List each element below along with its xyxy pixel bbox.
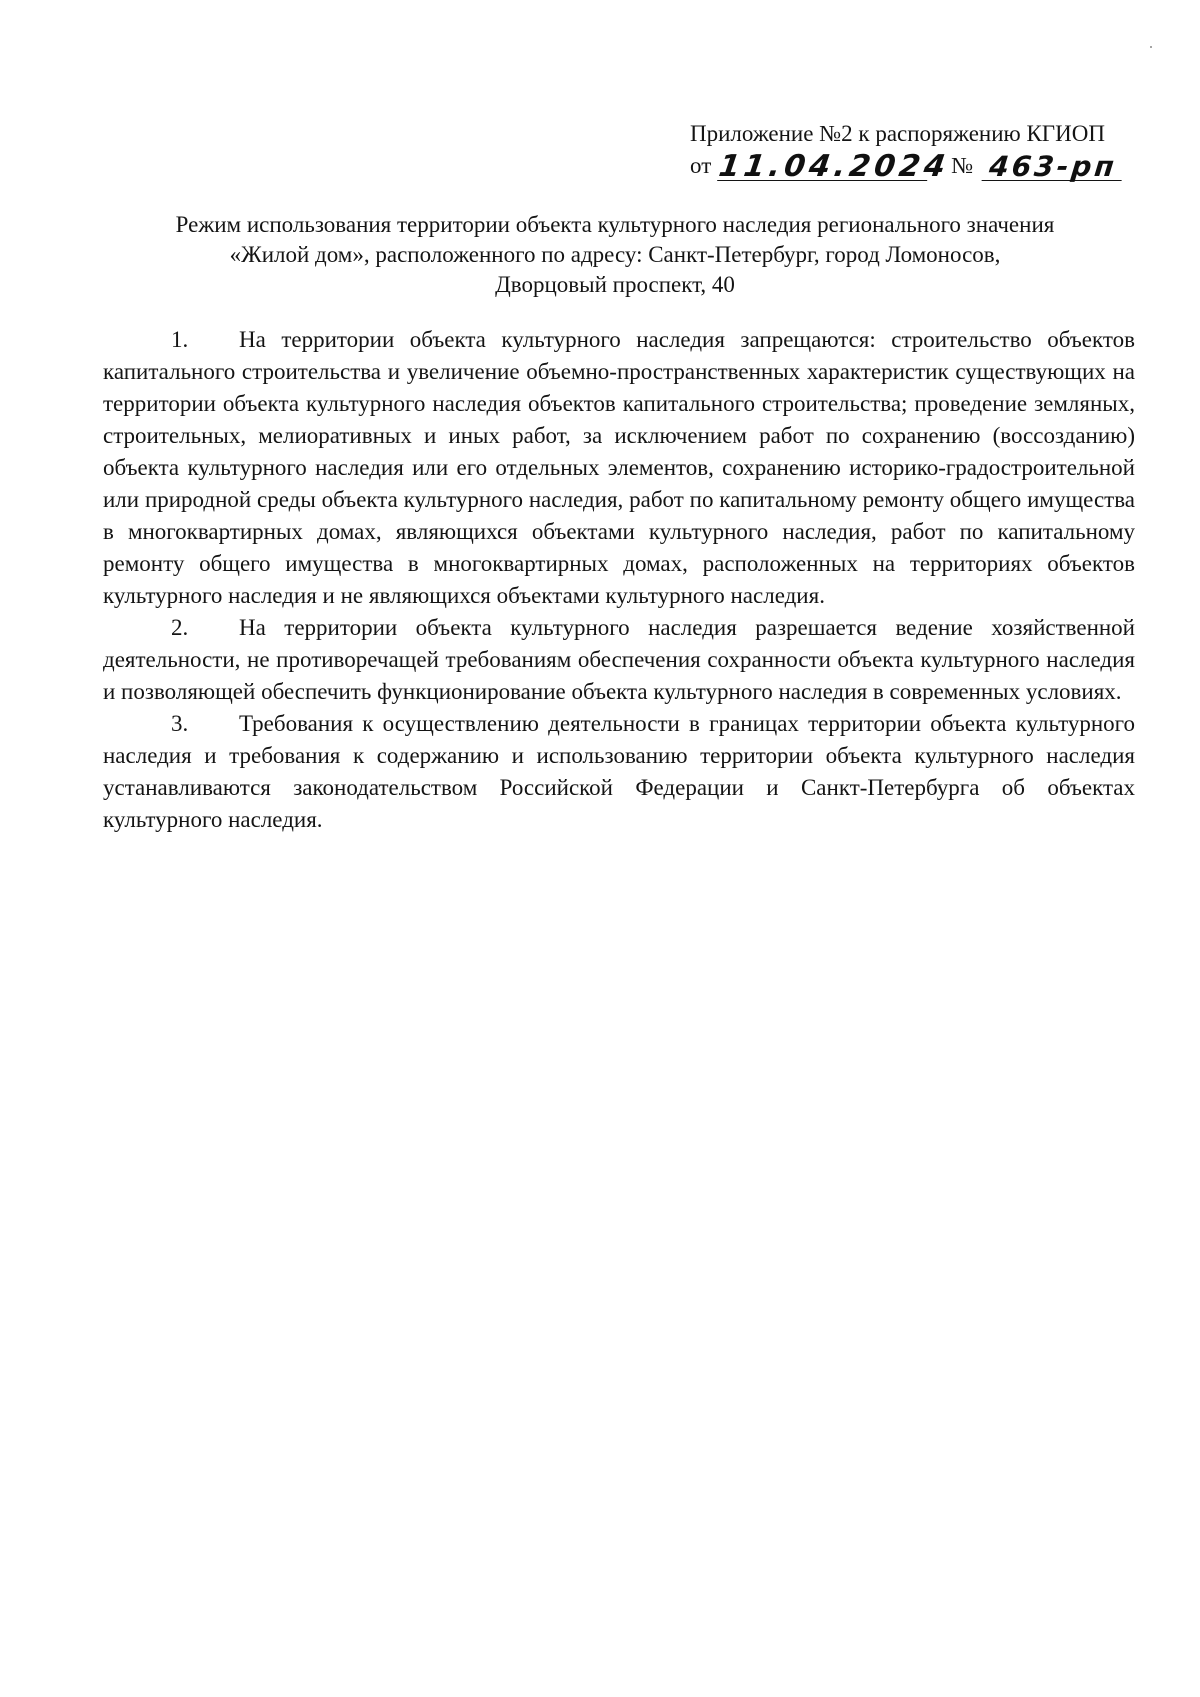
handwritten-date: 11.04.2024 <box>716 149 952 184</box>
paragraph-number: 1. <box>171 327 189 352</box>
date-prefix: от <box>690 153 712 178</box>
scan-artifact-dot <box>1150 46 1152 48</box>
title-line-2: «Жилой дом», расположенного по адресу: Санкт-Петербург, город Ломоносов, <box>229 242 1001 267</box>
title-line-1: Режим использования территории объекта культурного наследия регионального значения <box>175 212 1055 237</box>
order-date-number-line <box>690 149 1140 184</box>
appendix-label: Приложение №2 к распоряжению КГИОП <box>690 121 1105 146</box>
document-title <box>100 210 1130 300</box>
paragraph-text: На территории объекта культурного наследия разрешается ведение хозяйственной деятельности, не противоречащей требованиям обеспечения сохранности объекта культурного наследия и позволяющей обеспечить функционирование объекта культурного наследия в современных условиях. <box>103 615 1135 704</box>
paragraph-text: На территории объекта культурного наследия запрещаются: строительство объектов капитального строительства и увеличение объемно-пространственных характеристик существующих на территории объекта культурного наследия объектов капитального строительства; проведение земляных, строительных, мелиоративных и иных работ, за исключением работ по сохранению (воссозданию) объекта культурного наследия или его отдельных элементов, сохранению историко-градостроительной или природной среды объекта культурного наследия, работ по капитальному ремонту общего имущества в многоквартирных домах, являющихся объектами культурного наследия, работ по капитальному ремонту общего имущества в многоквартирных домах, расположенных на территориях объектов культурного наследия и не являющихся объектами культурного наследия. <box>103 327 1135 608</box>
paragraph-number: 3. <box>171 711 189 736</box>
title-line-3: Дворцовый проспект, 40 <box>495 272 735 297</box>
document-body <box>103 324 1135 836</box>
paragraph-3 <box>103 708 1135 836</box>
number-sign: № <box>951 153 974 178</box>
paragraph-number: 2. <box>171 615 189 640</box>
paragraph-text: Требования к осуществлению деятельности в границах территории объекта культурного наследия и требования к содержанию и использованию территории объекта культурного наследия устанавливаются законодательством Российской Федерации и Санкт-Петербурга об объектах культурного наследия. <box>103 711 1135 832</box>
paragraph-1 <box>103 324 1135 612</box>
paragraph-2 <box>103 612 1135 708</box>
appendix-header <box>690 119 1140 184</box>
handwritten-order-number: 463-рп <box>982 154 1125 181</box>
